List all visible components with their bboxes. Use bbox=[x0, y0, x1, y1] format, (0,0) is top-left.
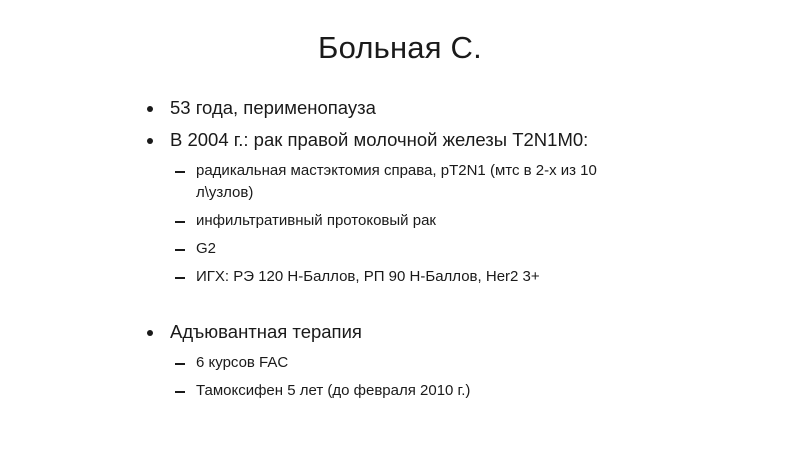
bullet-text: 53 года, перименопауза bbox=[170, 97, 376, 118]
sub-bullet-text: инфильтративный протоковый рак bbox=[196, 212, 436, 229]
dash-icon bbox=[175, 221, 185, 223]
bullet-dot-icon bbox=[147, 138, 153, 144]
dash-icon bbox=[175, 277, 185, 279]
dash-icon bbox=[175, 249, 185, 251]
sub-bullet-text: Тамоксифен 5 лет (до февраля 2010 г.) bbox=[196, 382, 471, 399]
bullet-dot-icon bbox=[147, 106, 153, 112]
bullet-text: Адъювантная терапия bbox=[170, 321, 362, 342]
sub-bullet-text: радикальная мастэктомия справа, pT2N1 (мтс в 2-х из 10 bbox=[196, 162, 597, 179]
bullet-text: В 2004 г.: рак правой молочной железы T2N1M0: bbox=[170, 129, 589, 150]
slide-title: Больная С. bbox=[318, 30, 482, 65]
sub-bullet-text: л\узлов) bbox=[196, 184, 254, 201]
sub-bullet-text: 6 курсов FAC bbox=[196, 354, 289, 371]
sub-bullet-text: ИГХ: РЭ 120 Н-Баллов, РП 90 Н-Баллов, Her2 3+ bbox=[196, 268, 540, 285]
dash-icon bbox=[175, 171, 185, 173]
dash-icon bbox=[175, 391, 185, 393]
dash-icon bbox=[175, 363, 185, 365]
bullet-dot-icon bbox=[147, 330, 153, 336]
sub-bullet-text: G2 bbox=[196, 240, 217, 257]
